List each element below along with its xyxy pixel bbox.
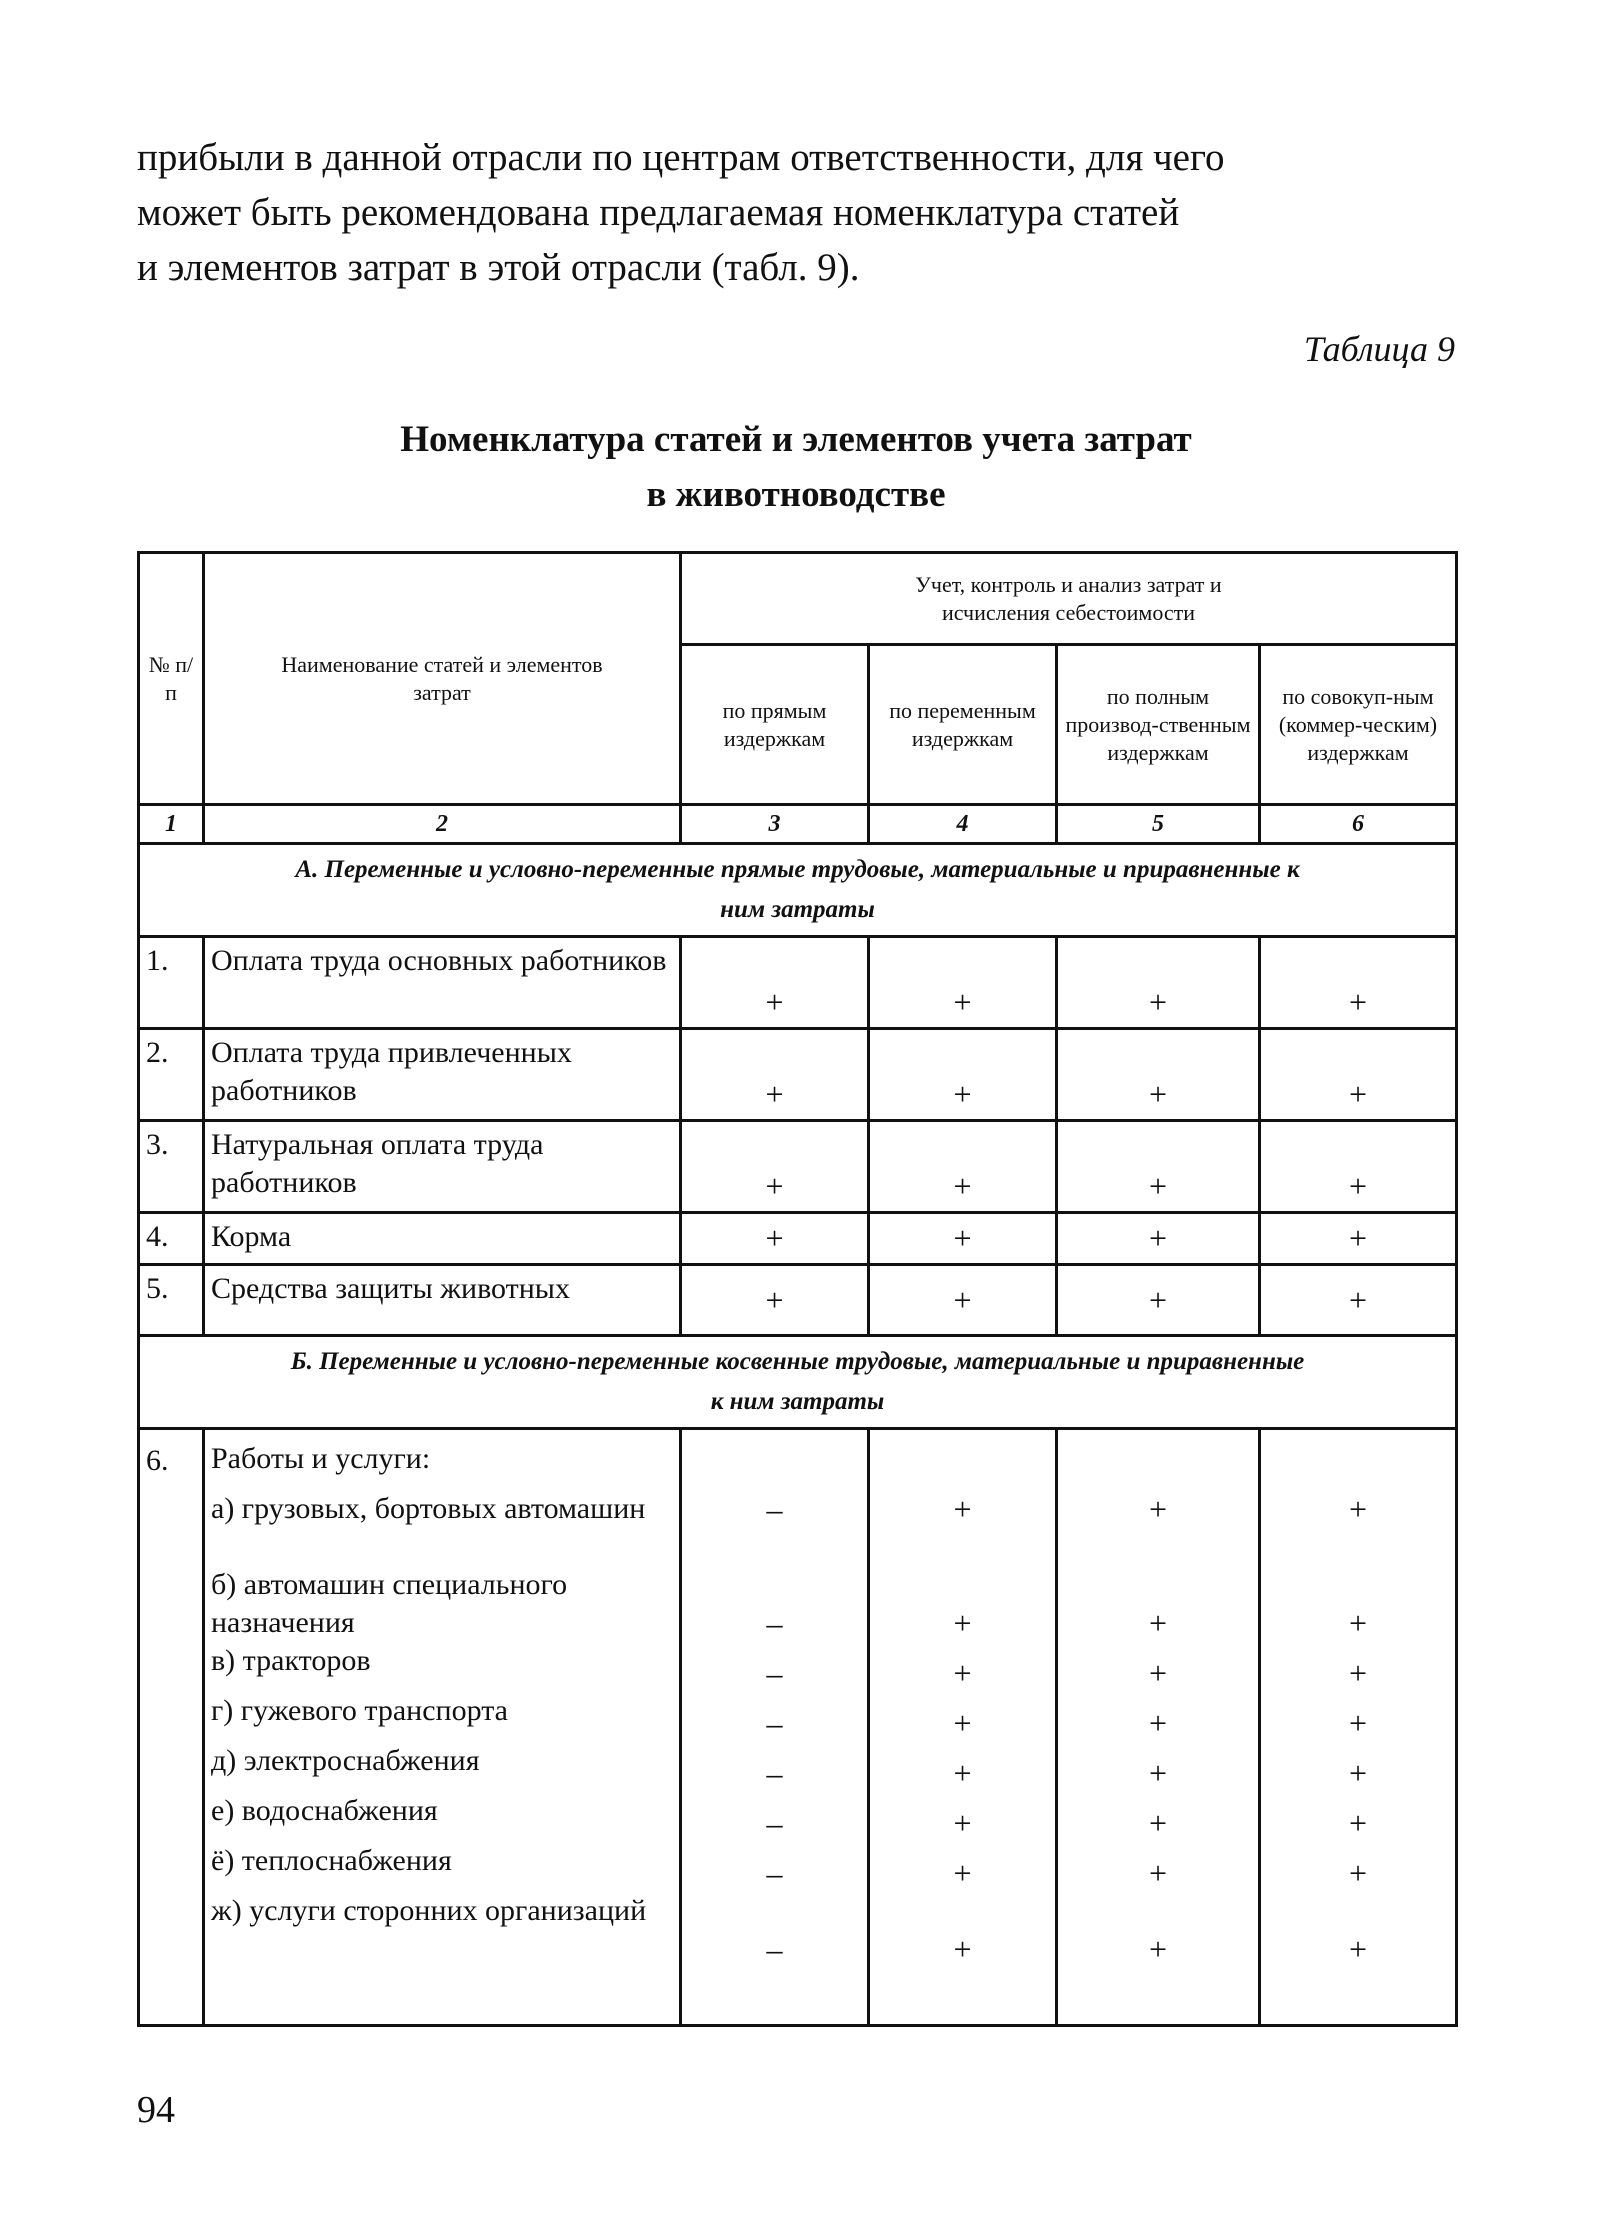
sub-item-mark: – [766,1705,783,1741]
sub-item-mark: + [1348,1605,1368,1641]
col-number: 6 [1260,805,1457,844]
col-number: 2 [204,805,681,844]
row-mark: + [869,937,1057,1029]
sub-item-name: в) тракторов [211,1644,371,1677]
row-mark: + [1260,937,1457,1029]
table-row [139,1029,1457,1121]
row-number: 2. [139,1029,204,1121]
header-col-variable: по переменным издержкам [869,645,1057,805]
sub-item-mark: + [953,1605,972,1641]
spacer [1064,1440,1252,1490]
intro-line: прибыли в данной отрасли по центрам ответственности, для чего [137,136,1225,179]
sub-item-mark: – [766,1605,783,1641]
row-mark: + [869,1265,1057,1336]
row-mark: + [1057,1265,1260,1336]
mark-column [1260,1429,1457,2026]
intro-line: и элементов затрат в этой отрасли (табл. 9). [137,246,860,289]
row-name: Работы и услуги: [211,1442,431,1475]
intro-line: может быть рекомендована предлагаемая номенклатура статей [137,191,1180,234]
row-mark: + [1260,1265,1457,1336]
row-name: Оплата труда основных работников [204,937,681,1029]
intro-paragraph [137,130,1457,295]
row-name: Натуральная оплата труда работников [204,1121,681,1213]
row-number: 6. [139,1429,204,2026]
table-title [137,412,1455,522]
section-b-row [139,1336,1457,1429]
row-mark: + [681,1213,869,1265]
row-mark: + [681,1029,869,1121]
row-mark: + [681,1121,869,1213]
sub-item-mark: + [1148,1805,1168,1841]
sub-item-mark: + [953,1805,972,1841]
sub-item-name: ж) услуги сторонних организаций [211,1894,647,1927]
row-number: 1. [139,937,204,1029]
row-mark: + [1057,1029,1260,1121]
header-col-total: по совокуп-ным (коммер-ческим) издержкам [1260,645,1457,805]
row-mark: + [1260,1121,1457,1213]
sub-item-mark: + [1348,1755,1368,1791]
sub-item-mark: + [1148,1705,1168,1741]
row-number: 4. [139,1213,204,1265]
sub-item-mark: + [1148,1655,1168,1691]
sub-item-mark: + [953,1931,972,1967]
sub-item-name: а) грузовых, бортовых автомашин [211,1492,646,1525]
page-number: 94 [137,2089,175,2131]
row-mark: + [681,1265,869,1336]
mark-column [869,1429,1057,2026]
sub-item-name: б) автомашин специального назначения [211,1568,568,1639]
section-b-heading: Б. Переменные и условно-переменные косвенные трудовые, материальные и приравненные к ним затраты [139,1336,1457,1429]
row-mark: + [869,1121,1057,1213]
sub-item-mark: – [766,1755,783,1791]
cost-table [137,551,1458,2027]
header-col-direct: по прямым издержкам [681,645,869,805]
header-group: Учет, контроль и анализ затрат и исчисления себестоимости [681,553,1457,645]
sub-item-mark: + [1348,1491,1368,1527]
sub-item-mark: + [1348,1855,1368,1891]
col-number: 3 [681,805,869,844]
sub-item-mark: – [766,1805,783,1841]
sub-item-mark: + [1348,1805,1368,1841]
row-mark: + [1260,1213,1457,1265]
col-number: 1 [139,805,204,844]
sub-item-mark: + [1148,1855,1168,1891]
table-row [139,1429,1457,2026]
spacer [876,1440,1049,1490]
sub-item-mark: – [766,1655,783,1691]
table-row [139,1265,1457,1336]
row-mark: + [1260,1029,1457,1121]
sub-item-mark: – [766,1491,783,1527]
sub-item-mark: – [766,1855,783,1891]
row-mark: + [681,937,869,1029]
header-name: Наименование статей и элементов затрат [204,553,681,805]
sub-item-name: д) электроснабжения [211,1744,480,1777]
row-mark: + [869,1213,1057,1265]
sub-item-mark: – [766,1931,783,1967]
col-number: 5 [1057,805,1260,844]
row-mark: + [1057,937,1260,1029]
sub-item-mark: + [953,1491,972,1527]
table-row [139,937,1457,1029]
row-name: Оплата труда привлеченных работников [204,1029,681,1121]
sub-item-mark: + [1148,1755,1168,1791]
table-row [139,1213,1457,1265]
sub-item-mark: + [953,1705,972,1741]
row-number: 3. [139,1121,204,1213]
sub-item-name: е) водоснабжения [211,1794,438,1827]
row-number: 5. [139,1265,204,1336]
header-num: № п/п [139,553,204,805]
sub-item-mark: + [1348,1655,1368,1691]
row-name: Корма [204,1213,681,1265]
spacer [1267,1440,1449,1490]
row-name: Средства защиты животных [204,1265,681,1336]
sub-item-name: ё) теплоснабжения [211,1844,452,1877]
sub-item-mark: + [953,1755,972,1791]
spacer [688,1440,861,1490]
col-number: 4 [869,805,1057,844]
sub-item-mark: + [1148,1931,1168,1967]
row-mark: + [869,1029,1057,1121]
sub-item-mark: + [953,1855,972,1891]
mark-column [681,1429,869,2026]
sub-item-mark: + [1348,1931,1368,1967]
sub-item-name: г) гужевого транспорта [211,1694,508,1727]
sub-item-mark: + [1148,1491,1168,1527]
sub-item-mark: + [953,1655,972,1691]
sub-item-mark: + [1148,1605,1168,1641]
row-mark: + [1057,1213,1260,1265]
title-line: Номенклатура статей и элементов учета затрат [400,419,1192,460]
table-label: Таблица 9 [1303,329,1455,369]
title-line: в животноводстве [646,474,946,515]
row-name-stack [204,1429,681,2026]
section-a-heading: А. Переменные и условно-переменные прямые трудовые, материальные и приравненные к ним затраты [139,844,1457,937]
sub-item-mark: + [1348,1705,1368,1741]
mark-column [1057,1429,1260,2026]
row-mark: + [1057,1121,1260,1213]
table-row [139,1121,1457,1213]
header-col-full: по полным производ-ственным издержкам [1057,645,1260,805]
